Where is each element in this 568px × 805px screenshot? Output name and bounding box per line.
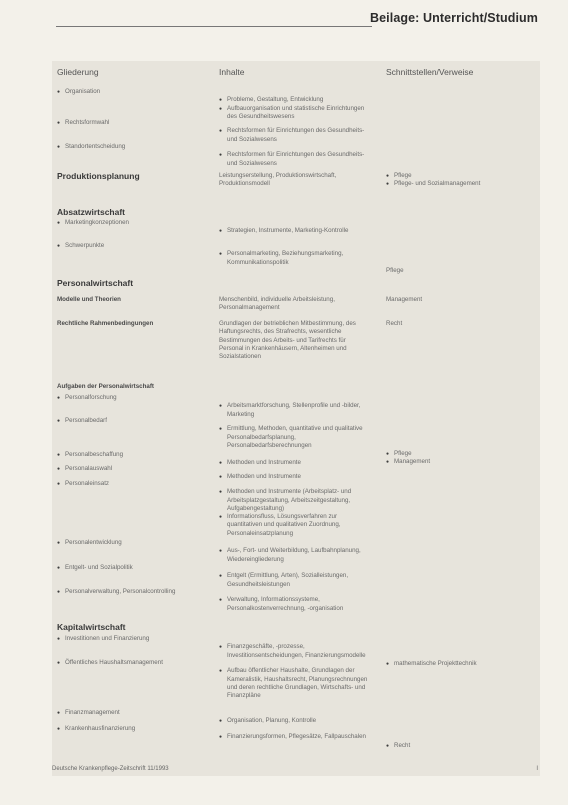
content-item: ● Organisation, Planung, Kontrolle [219, 717, 375, 725]
content-item: ● Finanzgeschäfte, -prozesse, Investitionsentscheidungen, Finanzierungsmodelle [219, 643, 375, 660]
table-row [52, 564, 540, 589]
outline-item: ● Investitionen und Finanzierung [57, 635, 213, 643]
content-item: ● Entgelt (Ermittlung, Arten), Sozialleistungen, Gesundheitsleistungen [219, 572, 375, 589]
outline-item: ● Entgelt- und Sozialpolitik [57, 564, 213, 572]
table-row [52, 709, 540, 726]
reference-text: Management [386, 296, 423, 303]
footer-journal: Deutsche Krankenpflege-Zeitschrift 11/1993 [52, 766, 169, 772]
reference-item: ● Recht [386, 742, 544, 750]
table-row [52, 219, 540, 236]
section-heading: Produktionsplanung [57, 171, 140, 181]
column-header-gliederung: Gliederung [57, 67, 99, 77]
outline-item: ● Personaleinsatz [57, 480, 213, 488]
reference-item: ● Pflege [386, 450, 536, 458]
subsection-label: Rechtliche Rahmenbedingungen [57, 320, 154, 327]
page-title: Beilage: Unterricht/Studium [370, 11, 538, 25]
outline-item: ● Schwerpunkte [57, 242, 213, 250]
content-item: ● Personalmarketing, Beziehungsmarketing, Kommunikationspolitik [219, 250, 375, 267]
section-heading: Kapitalwirtschaft [57, 622, 126, 632]
column-header-inhalte: Inhalte [219, 67, 245, 77]
content-item: ● Methoden und Instrumente [219, 459, 375, 467]
reference-text: Recht [386, 320, 403, 327]
outline-item: ● Öffentliches Haushaltsmanagement [57, 659, 213, 667]
content-item: ● Probleme, Gestaltung, Entwicklung [219, 96, 367, 104]
subsection-label: Modelle und Theorien [57, 296, 121, 303]
content-item: ● Aus-, Fort- und Weiterbildung, Laufbahnplanung, Wiedereingliederung [219, 547, 375, 564]
content-item: ● Aufbauorganisation und statistische Einrichtungen des Gesundheitswesens [219, 105, 367, 122]
content-text: Leistungserstellung, Produktionswirtschaft, Produktionsmodell [219, 172, 337, 188]
reference-item: ● Pflege- und Sozialmanagement [386, 180, 536, 188]
section-heading: Absatzwirtschaft [57, 207, 126, 217]
outline-item: ● Personalentwicklung [57, 539, 213, 547]
outline-item: ● Standortentscheidung [57, 143, 213, 151]
outline-item: ● Personalbeschaffung [57, 451, 213, 459]
outline-item: ● Organisation [57, 88, 213, 96]
outline-item: ● Marketingkonzeptionen [57, 219, 213, 227]
table-row [52, 394, 540, 419]
content-item: ● Verwaltung, Informationssysteme, Personalkostenverrechnung, -organisation [219, 596, 375, 613]
section-heading: Personalwirtschaft [57, 278, 134, 288]
content-item: ● Ermittlung, Methoden, quantitative und qualitative Personalbedarfsplanung, Personalbedarfsberechnungen [219, 425, 375, 450]
outline-item: ● Rechtsformwahl [57, 119, 213, 127]
reference-item: ● Management [386, 458, 536, 466]
content-item: ● Rechtsformen für Einrichtungen des Gesundheits- und Sozialwesens [219, 151, 375, 168]
curriculum-table [52, 61, 540, 776]
outline-item: ● Personalauswahl [57, 465, 213, 473]
table-row [52, 88, 540, 120]
content-item: ● Finanzierungsformen, Pflegesätze, Fallpauschalen [219, 733, 375, 741]
content-item: ● Informationsfluss, Lösungsverfahren zur quantitativen und qualitativen Zuordnung, Personaleinsatzplanung [219, 513, 367, 538]
content-text: Grundlagen der betrieblichen Mitbestimmung, des Haftungsrechts, des Strafrechts, wesentliche Bestimmungen des Arbeits- und Tarifrechts für Personal in Krankenhäusern, Altenheimen und Sozialstationen [219, 320, 356, 361]
content-item: ● Methoden und Instrumente (Arbeitsplatz- und Arbeitsplatzgestaltung, Arbeitszeitgestaltung, Aufgabengestaltung) [219, 488, 367, 513]
outline-item: ● Finanzmanagement [57, 709, 213, 717]
content-item: ● Rechtsformen für Einrichtungen des Gesundheits- und Sozialwesens [219, 127, 375, 144]
column-header-schnittstellen: Schnittstellen/Verweise [386, 67, 474, 77]
header-rule [56, 26, 372, 27]
reference-item: ● Pflege [386, 172, 536, 180]
table-row [52, 242, 540, 274]
outline-item: ● Personalforschung [57, 394, 213, 402]
table-row [52, 725, 540, 750]
table-row [52, 539, 540, 564]
outline-item: ● Krankenhausfinanzierung [57, 725, 213, 733]
content-item: ● Strategien, Instrumente, Marketing-Kontrolle [219, 227, 375, 235]
content-item: ● Arbeitsmarktforschung, Stellenprofile und -bilder, Marketing [219, 402, 375, 419]
table-row [52, 588, 540, 613]
outline-item: ● Personalverwaltung, Personalcontrolling [57, 588, 213, 596]
table-row [52, 659, 540, 700]
content-item: ● Methoden und Instrumente [219, 473, 375, 481]
table-row [52, 480, 540, 537]
subsection-heading: Aufgaben der Personalwirtschaft [57, 383, 154, 390]
content-item: ● Aufbau öffentlicher Haushalte, Grundlagen der Kameralistik, Haushaltsrecht, Planungsrechnungen und deren rechtliche Grundlagen, Wirtschafts- und Finanzpläne [219, 667, 375, 700]
reference-text: Pflege [386, 266, 404, 274]
content-text: Menschenbild, individuelle Arbeitsleistung, Personalmanagement [219, 296, 335, 312]
footer-page-number: I [536, 766, 538, 772]
table-row [52, 143, 540, 168]
reference-item: ● mathematische Projekttechnik [386, 660, 544, 668]
table-row [52, 119, 540, 144]
outline-item: ● Personalbedarf [57, 417, 213, 425]
